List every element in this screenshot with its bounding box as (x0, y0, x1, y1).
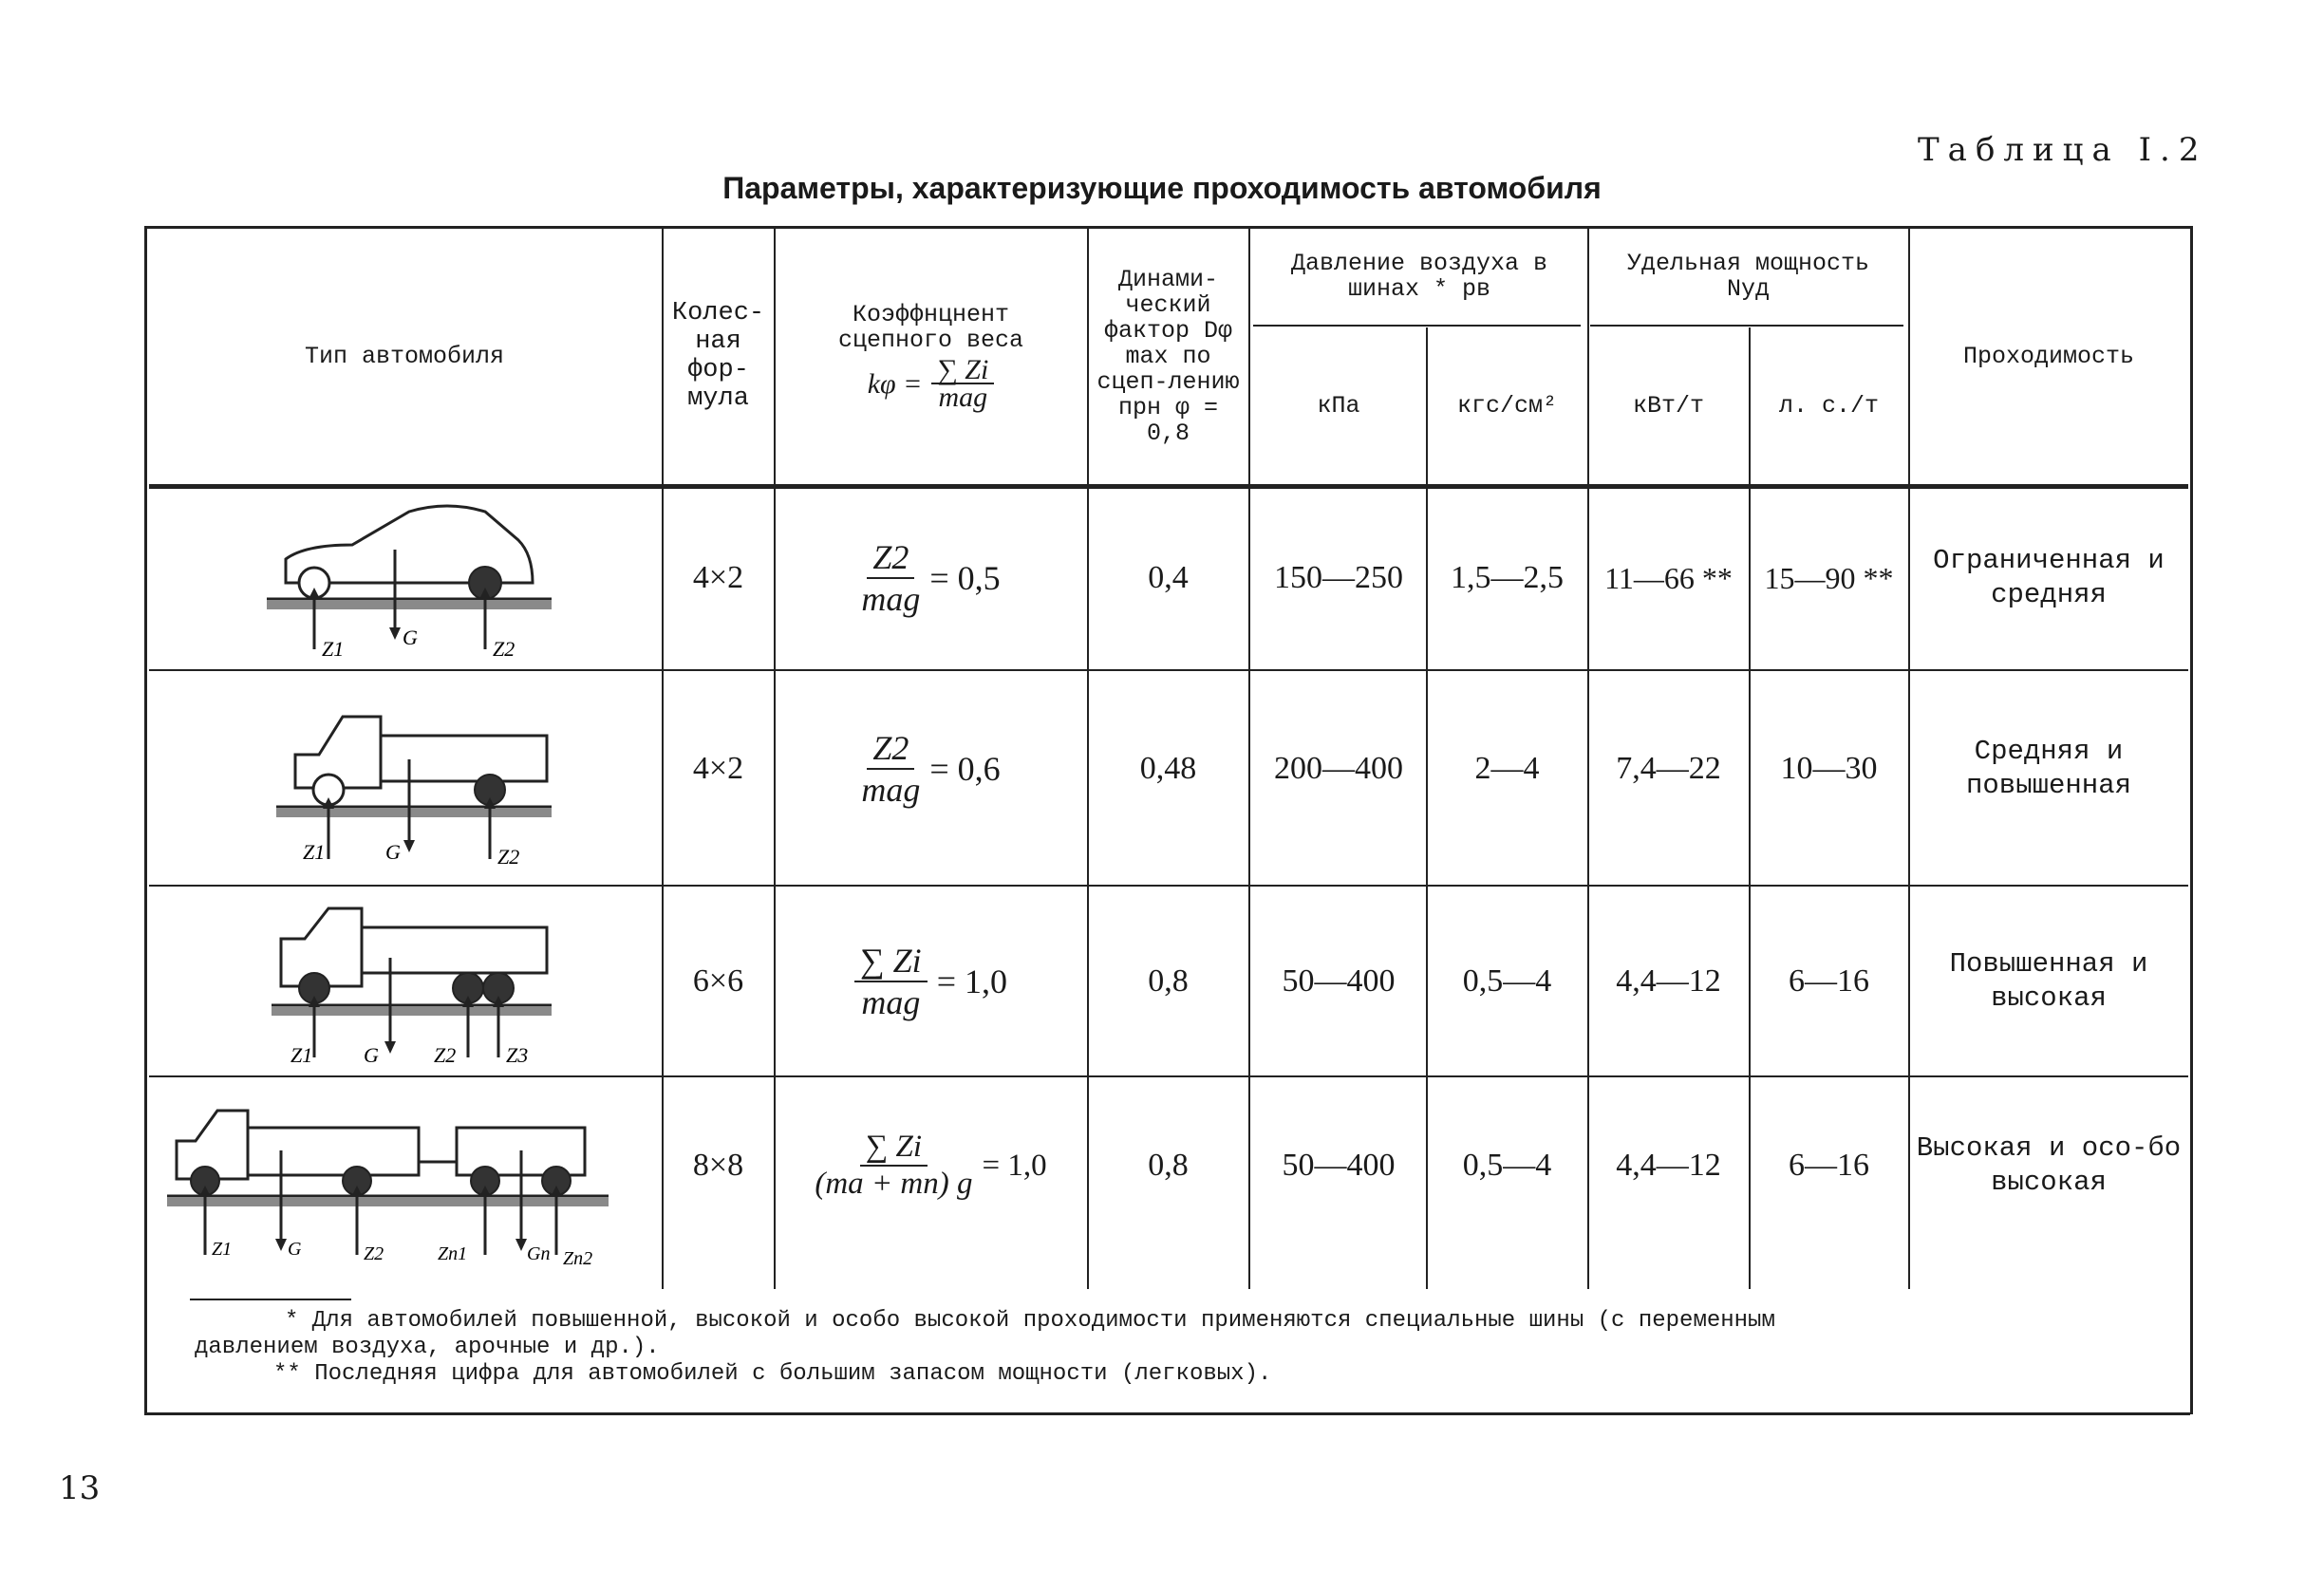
coef-header-denominator: mag (938, 382, 988, 413)
col-header-hp: л. с./т (1778, 391, 1880, 420)
dynamic-factor: 0,8 (1148, 963, 1189, 999)
force-label-g: G (364, 1043, 379, 1067)
coefficient-formula (815, 1130, 1046, 1202)
vehicle-cell (149, 489, 660, 667)
coefficient-denominator: mag (861, 580, 921, 618)
truck-6x6-icon (248, 891, 561, 1072)
power-kw: 4,4—12 (1616, 1148, 1721, 1183)
coefficient-fraction (815, 1130, 972, 1202)
coefficient-numerator: Z2 (867, 537, 914, 579)
coefficient-numerator: ∑ Zi (860, 1130, 928, 1167)
coef-header-symbol: kφ = (867, 367, 923, 400)
passability: Ограниченная и средняя (1933, 545, 2165, 610)
footnote-2: ** Последняя цифра для автомобилей с большим запасом мощности (легковых). (273, 1361, 1272, 1387)
wheel-formula: 8×8 (692, 1148, 744, 1183)
force-label-z1: Z1 (322, 637, 345, 661)
passability: Повышенная и высокая (1949, 948, 2148, 1014)
dynamic-factor: 0,48 (1139, 751, 1197, 786)
coef-header-fraction (931, 354, 994, 413)
col-header-wheel-formula: Колес-ная фор-мула (671, 299, 765, 413)
footnote-1-line-2: давлением воздуха, арочные и др.). (195, 1335, 660, 1360)
coefficient-formula (861, 537, 1000, 619)
coefficient-value: = 0,5 (929, 559, 1001, 597)
col-header-type: Тип автомобиля (304, 342, 505, 370)
force-label-z2: Z2 (493, 637, 515, 661)
coefficient-fraction (861, 728, 920, 810)
row-rule-3 (149, 1075, 2188, 1077)
coefficient-formula (861, 728, 1000, 810)
table-top-rule (144, 226, 2190, 229)
force-label-z2: Z2 (497, 845, 520, 869)
wheel-formula: 6×6 (692, 963, 744, 999)
coefficient-cell (777, 1080, 1085, 1251)
power-kw: 11—66 ** (1604, 560, 1733, 595)
col-header-pressure: Давление воздуха в шинах * pв (1290, 250, 1548, 303)
pressure-kgs: 2—4 (1474, 751, 1540, 786)
col-rule-1 (662, 228, 664, 1289)
force-label-gp: Gп (527, 1243, 551, 1264)
col-header-dynamic-factor: Динами-ческий фактор Dφ max по сцеп-лению прн φ = 0,8 (1096, 265, 1240, 447)
row-rule-1 (149, 669, 2188, 671)
col-rule-8 (1908, 228, 1910, 1289)
col-header-kpa: кПа (1317, 391, 1360, 420)
force-label-z2: Z2 (434, 1043, 457, 1067)
pressure-kpa: 200—400 (1274, 751, 1403, 786)
power-subrule (1590, 325, 1903, 327)
col-header-kgs: кгс/см² (1456, 391, 1558, 420)
table-label: Таблица I.2 (1918, 131, 2208, 169)
vehicle-cell (149, 889, 660, 1074)
wheel-formula: 4×2 (692, 751, 744, 786)
coefficient-formula (854, 941, 1007, 1022)
coefficient-cell (777, 674, 1085, 864)
coefficient-value: = 0,6 (929, 750, 1001, 788)
coefficient-denominator: mag (861, 983, 921, 1021)
pressure-kpa: 150—250 (1274, 560, 1403, 595)
col-header-kw: кВт/т (1632, 391, 1704, 420)
dynamic-factor: 0,4 (1148, 560, 1189, 595)
dynamic-factor: 0,8 (1148, 1148, 1189, 1183)
pressure-kgs: 0,5—4 (1462, 1148, 1552, 1183)
vehicle-cell (149, 1080, 660, 1287)
pressure-kpa: 50—400 (1282, 963, 1396, 999)
coefficient-cell (777, 489, 1085, 667)
power-hp: 15—90 ** (1764, 560, 1894, 595)
page-number: 13 (59, 1469, 101, 1507)
force-label-z2: Z2 (364, 1243, 384, 1264)
coefficient-numerator: ∑ Zi (854, 941, 928, 982)
page-title: Параметры, характеризующие проходимость автомобиля (722, 171, 1602, 205)
pressure-kgs: 0,5—4 (1462, 963, 1552, 999)
force-label-zp1: Zп1 (438, 1243, 468, 1264)
force-label-zp2: Zп2 (563, 1248, 593, 1269)
col-rule-4 (1248, 228, 1250, 1289)
power-hp: 6—16 (1789, 963, 1869, 999)
coefficient-fraction (861, 537, 920, 619)
table-bottom-rule (144, 1412, 2190, 1415)
force-label-z3: Z3 (506, 1043, 529, 1067)
coefficient-numerator: Z2 (867, 728, 914, 770)
col-header-coefficient (777, 230, 1085, 482)
col-rule-5 (1426, 327, 1428, 1289)
col-header-passability: Проходимость (1962, 342, 2135, 370)
coefficient-denominator: (ma + mп) g (815, 1167, 973, 1201)
coefficient-cell (777, 889, 1085, 1074)
pressure-subrule (1253, 325, 1581, 327)
force-label-z1: Z1 (290, 1043, 313, 1067)
col-rule-3 (1087, 228, 1089, 1289)
force-label-g: G (288, 1239, 302, 1260)
col-header-power: Удельная мощность Nуд (1626, 250, 1870, 303)
col-rule-7 (1749, 327, 1751, 1289)
power-hp: 10—30 (1780, 751, 1878, 786)
force-label-z1: Z1 (212, 1239, 233, 1260)
coef-header-line1: Коэффнцнент (852, 301, 1010, 328)
coef-header-numerator: ∑ Zi (931, 357, 994, 384)
force-label-g: G (385, 840, 401, 864)
passability: Высокая и осо-бо высокая (1916, 1132, 2182, 1198)
coef-header-formula (867, 354, 995, 413)
force-label-g: G (403, 626, 418, 649)
wheel-formula: 4×2 (692, 560, 744, 595)
row-rule-2 (149, 885, 2188, 887)
passenger-car-icon (248, 493, 561, 664)
force-label-z1: Z1 (303, 840, 326, 864)
coefficient-denominator: mag (861, 771, 921, 809)
footnote-1-line-1: * Для автомобилей повышенной, высокой и особо высокой проходимости применяются специальные шины (с переменным (285, 1308, 1775, 1334)
pressure-kpa: 50—400 (1282, 1148, 1396, 1183)
passability: Средняя и повышенная (1965, 736, 2132, 801)
col-rule-6 (1587, 228, 1589, 1289)
pressure-kgs: 1,5—2,5 (1451, 560, 1564, 595)
footnote-rule (190, 1299, 351, 1300)
coefficient-value: = 1,0 (982, 1148, 1047, 1183)
vehicle-cell (149, 674, 660, 883)
coefficient-fraction (854, 941, 928, 1022)
power-kw: 7,4—22 (1616, 751, 1721, 786)
power-kw: 4,4—12 (1616, 963, 1721, 999)
coef-header-line2: сцепного веса (837, 327, 1024, 354)
truck-4x2-icon (248, 683, 561, 873)
col-rule-2 (774, 228, 776, 1289)
power-hp: 6—16 (1789, 1148, 1869, 1183)
coefficient-value: = 1,0 (936, 963, 1007, 1000)
truck-trailer-8x8-icon (162, 1084, 647, 1283)
